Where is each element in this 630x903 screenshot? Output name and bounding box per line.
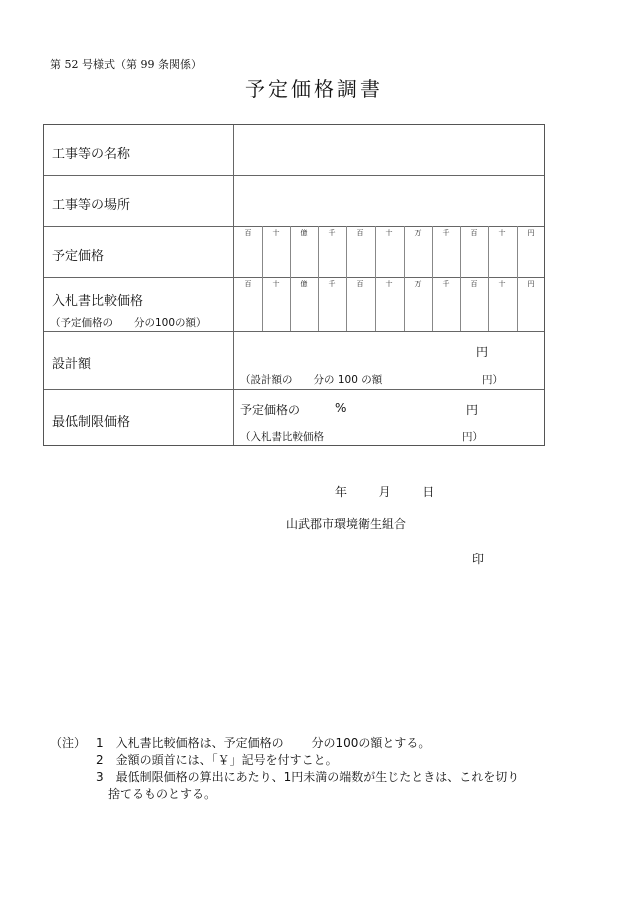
row-divider xyxy=(44,389,544,390)
note-item: 1 入札書比較価格は、予定価格の 分の100の額とする。 xyxy=(96,736,431,750)
seal-mark: 印 xyxy=(472,552,485,566)
digit-unit: 億 xyxy=(300,229,308,237)
digit-unit: 十 xyxy=(272,280,280,288)
page-title: 予定価格調書 xyxy=(245,77,383,101)
digit-unit: 十 xyxy=(498,229,506,237)
label-minimum-price: 最低制限価格 xyxy=(52,415,131,430)
date-line xyxy=(335,483,434,500)
form-number: 第 52 号様式（第 99 条関係） xyxy=(50,58,202,71)
organization-name: 山武郡市環境衛生組合 xyxy=(286,517,407,531)
minimum-price-percent: % xyxy=(335,401,347,415)
digit-unit: 万 xyxy=(414,280,422,288)
row-divider xyxy=(44,277,544,278)
design-amount-note-yen: 円） xyxy=(482,374,503,386)
design-amount-note: （設計額の 分の 100 の額 xyxy=(240,374,383,386)
minimum-price-note-yen: 円） xyxy=(462,431,483,443)
digit-unit: 百 xyxy=(470,229,478,237)
note-item: 捨てるものとする。 xyxy=(96,787,217,801)
digit-unit: 十 xyxy=(385,229,393,237)
sublabel-bid-comparison: （予定価格の 分の100の額） xyxy=(50,317,207,329)
digit-unit: 千 xyxy=(442,229,450,237)
digit-unit: 百 xyxy=(470,280,478,288)
label-project-name: 工事等の名称 xyxy=(52,147,131,162)
notes-heading: （注） xyxy=(50,736,87,750)
digit-unit: 十 xyxy=(498,280,506,288)
digit-unit: 百 xyxy=(356,229,364,237)
label-bid-comparison-price: 入札書比較価格 xyxy=(52,294,144,309)
digit-unit: 万 xyxy=(414,229,422,237)
digit-unit: 円 xyxy=(527,229,535,237)
digit-unit: 億 xyxy=(300,280,308,288)
note-item: 2 金額の頭首には、「￥」記号を付すこと。 xyxy=(96,753,338,767)
label-design-amount: 設計額 xyxy=(52,357,92,372)
digit-unit: 円 xyxy=(527,280,535,288)
month-label: 月 xyxy=(378,485,391,499)
row-divider xyxy=(44,226,544,227)
digit-unit: 百 xyxy=(244,280,252,288)
year-label: 年 xyxy=(335,485,348,499)
note-item: 3 最低制限価格の算出にあたり、1円未満の端数が生じたときは、これを切り xyxy=(96,770,520,784)
digit-unit: 百 xyxy=(244,229,252,237)
digit-unit: 十 xyxy=(385,280,393,288)
project-name-field[interactable] xyxy=(234,125,544,175)
project-location-field[interactable] xyxy=(234,176,544,226)
price-schedule-table xyxy=(43,124,545,446)
row-divider xyxy=(44,331,544,332)
digit-unit: 百 xyxy=(356,280,364,288)
minimum-price-yen: 円 xyxy=(466,403,479,417)
digit-unit: 千 xyxy=(328,280,336,288)
digit-unit: 十 xyxy=(272,229,280,237)
label-planned-price: 予定価格 xyxy=(52,249,105,264)
digit-unit: 千 xyxy=(442,280,450,288)
day-label: 日 xyxy=(422,485,435,499)
minimum-price-note: （入札書比較価格 xyxy=(240,431,324,443)
digit-unit: 千 xyxy=(328,229,336,237)
design-amount-yen: 円 xyxy=(476,345,489,359)
minimum-price-prefix: 予定価格の xyxy=(240,403,301,417)
label-project-location: 工事等の場所 xyxy=(52,198,131,213)
